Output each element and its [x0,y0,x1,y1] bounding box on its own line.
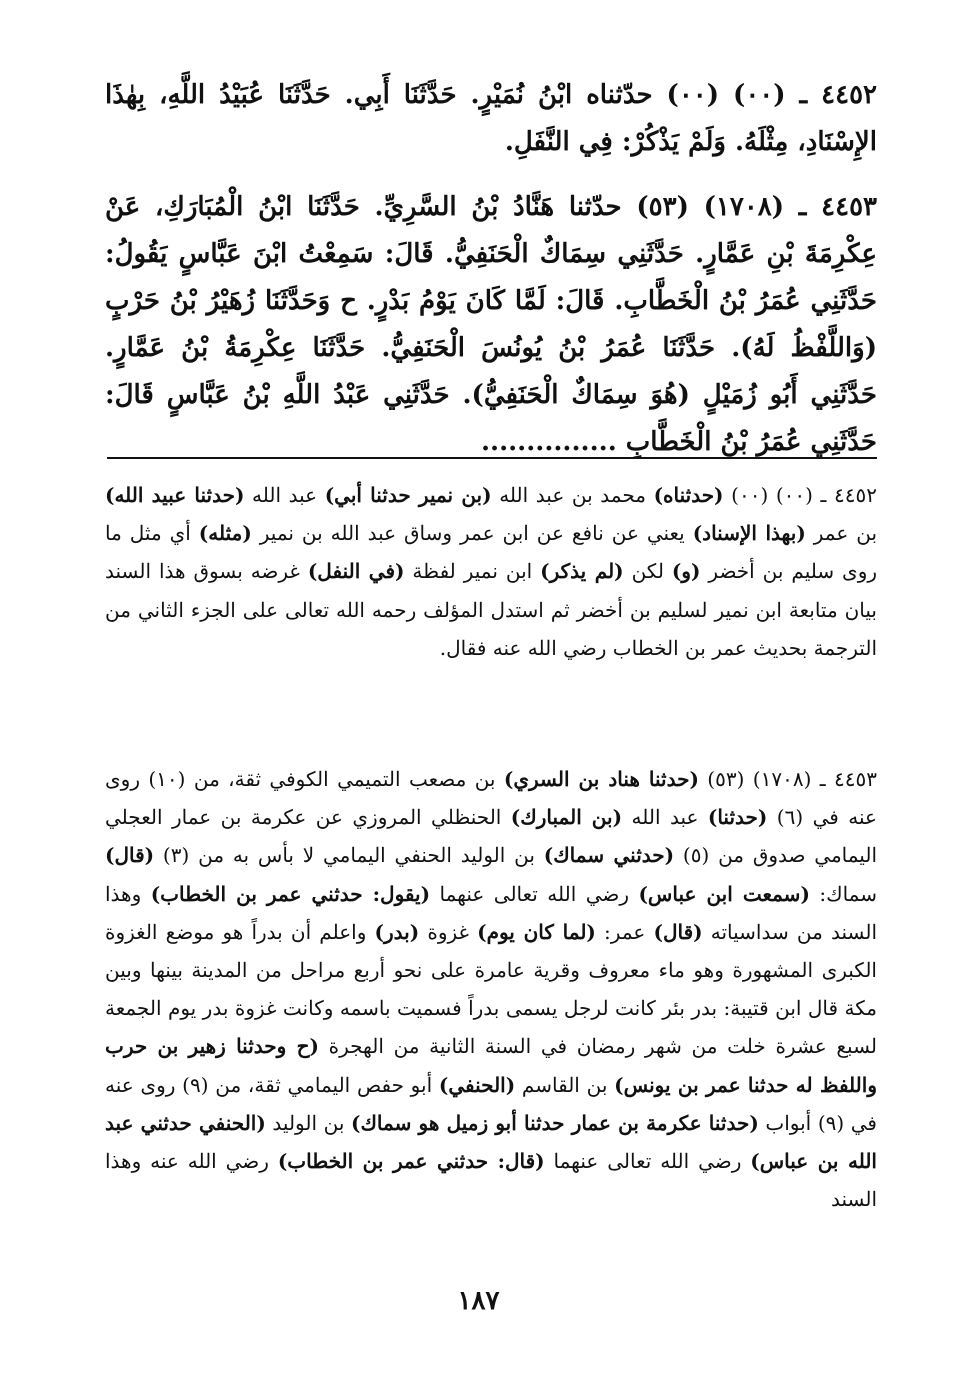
commentary-4453 [105,760,877,1218]
commentary-quote: (الحنفي حدثني عبد الله بن عباس) [105,1110,877,1174]
commentary-text: رضي الله تعالى عنهما [430,881,639,906]
commentary-quote: (بن نمير حدثنا أبي) [324,483,492,507]
footnote-divider [107,457,877,459]
commentary-quote: (بهذا الإسناد) [692,521,806,546]
commentary-text: واعلم أن بدراً هو موضع الغزوة الكبرى المشهورة وهو ماء معروف وقرية عامرة على نحو أربع مراحل من المدينة بينها وبين مكة قال ابن قتيبة: بدر بئر كانت لرجل يسمى بدراً فسميت باسمه وكانت غزوة بدر يوم الجمعة لسبع عشرة خلت من شهر رمضان في السنة الثانية من الهجرة [105,919,878,1059]
commentary-quote: (قال: حدثني عمر بن الخطاب) [277,1149,545,1174]
commentary-text: عبد الله [244,483,325,507]
commentary-text: بن عمر [805,521,878,546]
commentary-text: وهذا السند من سداسياته [105,881,878,944]
hadith-4452: ٤٤٥٢ ـ (٠٠) (٠٠) حدّثناه ابْنُ نُمَيْرٍ. حَدَّثَنَا أَبِي. حَدَّثَنَا عُبَيْدُ اللَّهِ، بِهٰذَا الإِسْنَادِ، مِثْلَهُ. وَلَمْ يَذْكُرْ: فِي النَّفَلِ. [105,80,877,157]
commentary-text: رضي الله عنه وهذا السند [105,1149,877,1212]
commentary-text: بن الوليد الحنفي اليمامي لا بأس به من (٣) [154,843,544,868]
commentary-quote: (بدر) [374,919,420,944]
commentary-quote: (و) [671,559,701,584]
commentary-quote: (حدثنا عكرمة بن عمار حدثنا أبو زميل هو سماك) [350,1110,759,1135]
commentary-text: غرضه بسوق هذا السند بيان متابعة ابن نمير لسليم بن أخضر ثم استدل المؤلف رحمه الله تعالى على الجزء الثاني من الترجمة بحديث عمر بن الخطاب رضي الله عنه فقال. [105,559,877,660]
commentary-quote: (ح وحدثنا زهير بن حرب واللفظ له حدثنا عمر بن يونس) [105,1034,877,1097]
commentary-text: ابن نمير لفظة [404,559,541,584]
commentary-quote: (بن المبارك) [510,805,623,830]
commentary-text: ٤٤٥٢ ـ (٠٠) (٠٠) [723,483,877,507]
commentary-text: عبد الله [622,805,708,830]
commentary-quote: (لم يذكر) [540,559,624,584]
commentary-text: أبو حفص اليمامي ثقة، من (٩) روى عنه في (٩) أبواب [105,1072,877,1135]
commentary-quote: (حدثنا هناد بن السري) [503,767,699,791]
commentary-quote: (مثله) [198,521,252,546]
commentary-text: بن الوليد [265,1110,351,1135]
commentary-quote: (حدثنا عبيد الله) [105,483,245,507]
hadith-4453: ٤٤٥٣ ـ (١٧٠٨) (٥٣) حدّثنا هَنَّادُ بْنُ السَّرِيِّ. حَدَّثَنَا ابْنُ الْمُبَارَكِ، عَنْ عِكْرِمَةَ بْنِ عَمَّارٍ. حَدَّثَنِي سِمَاكٌ الْحَنَفِيُّ. قَالَ: سَمِعْتُ ابْنَ عَبَّاسٍ يَقُولُ: حَدَّثَنِي عُمَرُ بْنُ الْخَطَّابِ. قَالَ: لَمَّا كَانَ يَوْمُ بَدْرٍ. ح وَحَدَّثَنَا زُهَيْرُ بْنُ حَرْبٍ (وَاللَّفْظُ لَهُ). حَدَّثَنَا عُمَرُ بْنُ يُونُسَ الْحَنَفِيُّ. حَدَّثَنَا عِكْرِمَةُ بْنُ عَمَّارٍ. حَدَّثَنِي أَبُو زُمَيْلٍ (هُوَ سِمَاكٌ الْحَنَفِيُّ). حَدَّثَنِي عَبْدُ اللَّهِ بْنُ عَبَّاسٍ قَالَ: حَدَّثَنِي عُمَرُ بْنُ الْخَطَّابِ ............... [105,192,877,457]
commentary-text: لكن [623,559,672,584]
commentary-text: رضي الله تعالى عنهما [544,1149,751,1174]
commentary-quote: (قال) [105,843,155,868]
commentary-4452 [105,476,877,667]
commentary-quote: (حدثناه) [653,483,724,507]
commentary-text: غزوة [419,919,478,944]
commentary-quote: (حدثني سماك) [543,843,675,868]
commentary-text: ٤٤٥٣ ـ (١٧٠٨) (٥٣) [698,767,877,791]
page-number: ١٨٧ [457,1286,500,1316]
commentary-text: محمد بن عبد الله [491,483,654,507]
commentary-quote: (سمعت ابن عباس) [638,881,810,906]
commentary-text: يعني عن نافع عن ابن عمر وساق عبد الله بن نمير [251,521,693,546]
commentary-quote: (حدثنا) [707,805,768,830]
commentary-text: بن مصعب التميمي الكوفي ثقة، من (١٠) روى عنه في (٦) [105,767,877,830]
commentary-quote: (في النفل) [307,559,405,584]
commentary-text: عمر: [595,919,654,944]
commentary-quote: (قال) [653,919,703,944]
commentary-quote: (لما كان يوم) [477,919,596,944]
commentary-text: بن القاسم [515,1072,615,1097]
commentary-text: الحنظلي المروزي عن عكرمة بن عمار العجلي اليمامي صدوق من (٥) [105,805,877,868]
commentary-text: أي مثل ما روى سليم بن أخضر [105,521,878,584]
commentary-quote: (الحنفي) [438,1072,516,1097]
commentary-quote: (يقول: حدثني عمر بن الخطاب) [150,881,431,906]
commentary-text: سماك: [809,881,877,906]
